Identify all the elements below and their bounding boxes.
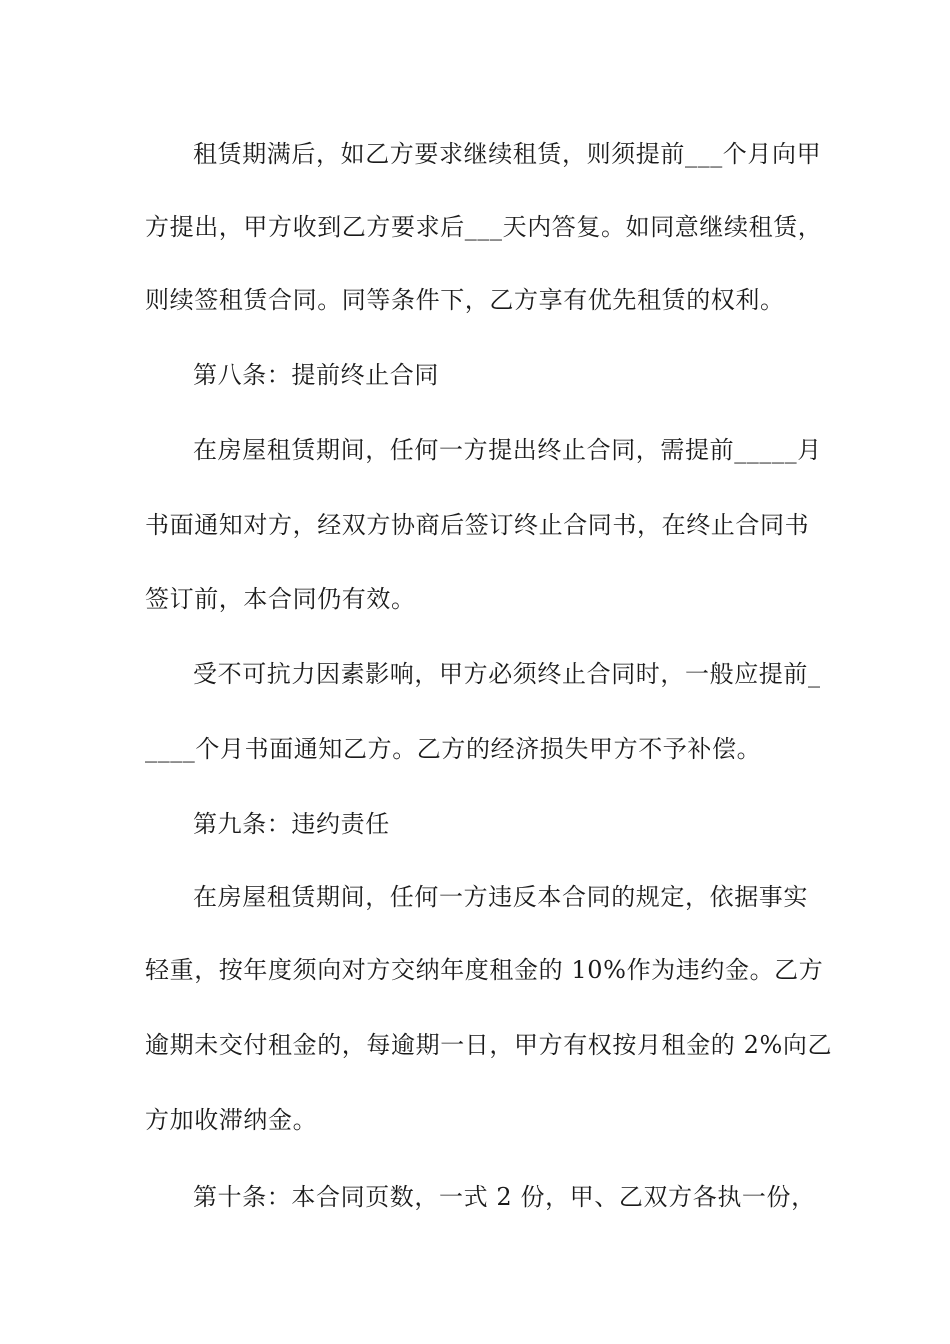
paragraph-breach-line-3: 逾期未交付租金的，每逾期一日，甲方有权按月租金的 2%向乙 [145, 1031, 833, 1059]
article-9-heading: 第九条：违约责任 [193, 810, 390, 838]
article-8-heading: 第八条：提前终止合同 [193, 361, 439, 389]
paragraph-breach-line-2: 轻重，按年度须向对方交纳年度租金的 10%作为违约金。乙方 [145, 956, 824, 984]
paragraph-force-majeure-line-1: 受不可抗力因素影响，甲方必须终止合同时，一般应提前_ [193, 660, 821, 688]
paragraph-renewal-line-1: 租赁期满后，如乙方要求继续租赁，则须提前___个月向甲 [193, 140, 822, 168]
paragraph-renewal-line-3: 则续签租赁合同。同等条件下，乙方享有优先租赁的权利。 [145, 286, 785, 314]
paragraph-termination-line-1: 在房屋租赁期间，任何一方提出终止合同，需提前_____月 [193, 436, 822, 464]
paragraph-renewal-line-2: 方提出，甲方收到乙方要求后___天内答复。如同意继续租赁， [145, 213, 823, 241]
paragraph-force-majeure-line-2: ____个月书面通知乙方。乙方的经济损失甲方不予补偿。 [145, 735, 762, 763]
paragraph-breach-line-4: 方加收滞纳金。 [145, 1106, 318, 1134]
paragraph-termination-line-2: 书面通知对方，经双方协商后签订终止合同书，在终止合同书 [145, 511, 810, 539]
paragraph-breach-line-1: 在房屋租赁期间，任何一方违反本合同的规定，依据事实 [193, 883, 808, 911]
paragraph-termination-line-3: 签订前，本合同仍有效。 [145, 585, 416, 613]
article-10-line-1: 第十条：本合同页数，一式 2 份，甲、乙双方各执一份， [193, 1183, 816, 1211]
